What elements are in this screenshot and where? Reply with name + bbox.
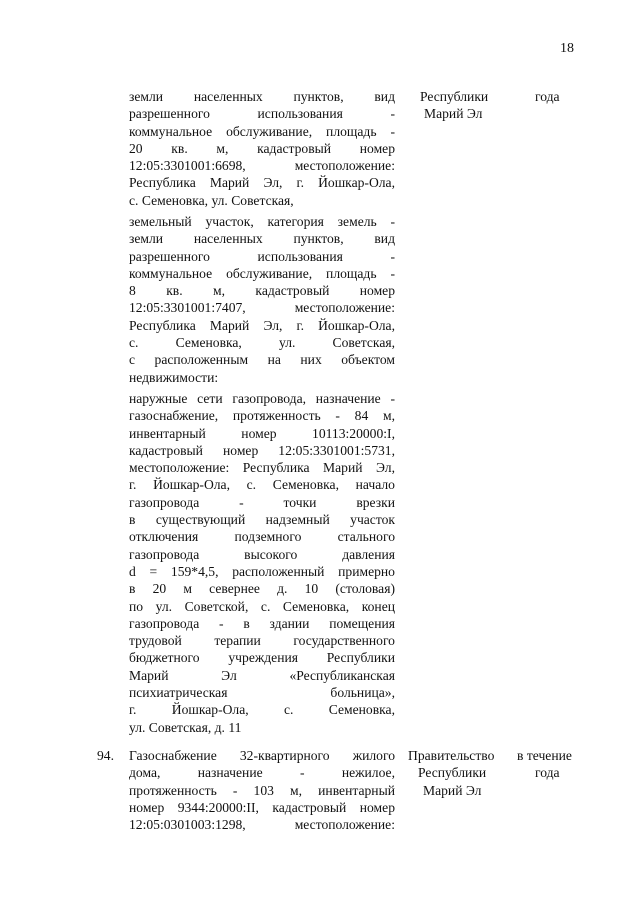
text-line: отключения подземного стального [129,529,395,545]
text-line: коммунальное обслуживание, площадь - [129,265,395,281]
text-line: разрешенного использования - [129,106,395,122]
text-line: трудовой терапии государственного [129,633,395,649]
item-94-text [129,747,395,833]
text-line: земли населенных пунктов, вид [129,89,395,104]
text-line: бюджетного учреждения Республики [129,650,395,666]
text-line: Республика Марий Эл, г. Йошкар-Ола, [129,175,395,191]
text-line: земли населенных пунктов, вид [129,231,395,247]
text-line: 12:05:3301001:7407, местоположение: [129,300,395,316]
text-line: Республика Марий Эл, г. Йошкар-Ола, [129,317,395,333]
land-plot-text [129,213,395,386]
gas-network-text [129,390,395,736]
text-line: земельный участок, категория земель - [129,214,395,229]
deadline [517,747,583,782]
text-line: 8 кв. м, кадастровый номер [129,283,395,299]
text-line: недвижимости: [129,369,219,385]
org-line: Марий Эл [424,106,483,122]
text-line: 12:05:3301001:6698, местоположение: [129,158,395,174]
text-line: разрешенного использования - [129,248,395,264]
text-line: наружные сети газопровода, назначение - [129,391,395,406]
text-line: газопровода - точки врезки [129,494,395,510]
text-line: 12:05:0301003:1298, местоположение: [129,817,395,833]
deadline-line: года [535,765,560,781]
text-line: психиатрическая больница», [129,685,395,701]
item-number: 94. [97,748,114,763]
item-continuation-text [129,88,395,209]
text-line: с. Семеновка, ул. Советская, [129,192,294,208]
responsible-org [420,88,500,123]
text-line: газоснабжение, протяженность - 84 м, [129,408,395,424]
deadline-line: года [535,89,560,104]
text-line: ул. Советская, д. 11 [129,719,242,735]
text-line: дома, назначение - нежилое, [129,765,395,781]
text-line: коммунальное обслуживание, площадь - [129,123,395,139]
org-line: Республики [420,89,489,104]
text-line: d = 159*4,5, расположенный примерно [129,563,395,579]
text-line: газопровода высокого давления [129,546,395,562]
text-line: номер 9344:20000:II, кадастровый номер [129,799,395,815]
text-line: с расположенным на них объектом [129,352,395,368]
text-line: 20 кв. м, кадастровый номер [129,140,395,156]
org-line: Марий Эл [423,782,482,798]
text-line: инвентарный номер 10113:20000:I, [129,425,395,441]
org-line: Республики [418,765,487,781]
text-line: в существующий надземный участок [129,512,395,528]
deadline [535,88,585,105]
text-line: г. Йошкар-Ола, с. Семеновка, начало [129,477,395,493]
text-line: г. Йошкар-Ола, с. Семеновка, [129,702,395,718]
text-line: Газоснабжение 32-квартирного жилого [129,748,395,763]
responsible-org [408,747,512,799]
deadline-line: в течение [517,748,572,763]
text-line: газопровода - в здании помещения [129,615,395,631]
text-line: Марий Эл «Республиканская [129,667,395,683]
text-line: по ул. Советской, с. Семеновка, конец [129,598,395,614]
text-line: в 20 м севернее д. 10 (столовая) [129,581,395,597]
page-number: 18 [560,41,574,56]
text-line: протяженность - 103 м, инвентарный [129,782,395,798]
text-line: местоположение: Республика Марий Эл, [129,460,395,476]
org-line: Правительство [408,748,495,763]
text-line: с. Семеновка, ул. Советская, [129,335,395,351]
text-line: кадастровый номер 12:05:3301001:5731, [129,442,395,458]
